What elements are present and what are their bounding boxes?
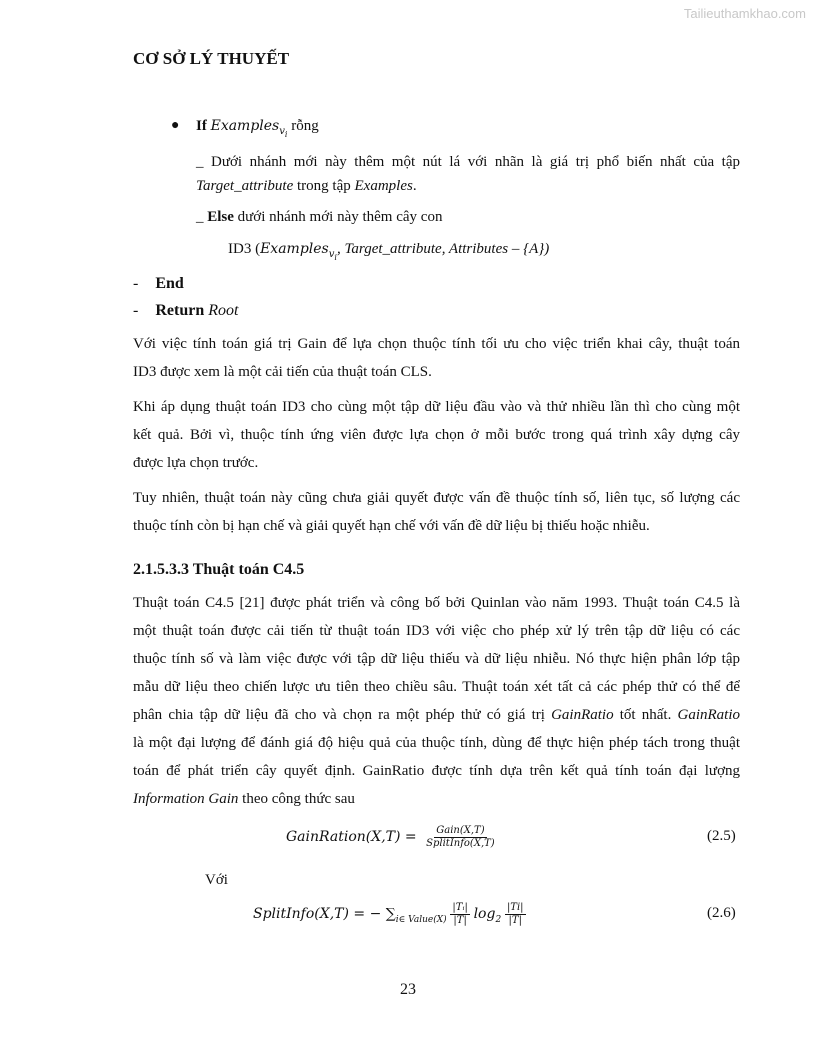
eq2-number: (2.6) bbox=[707, 905, 736, 921]
eq2-lhs: SplitInfo(X,T) = − ∑ bbox=[253, 906, 396, 922]
l5c: tốt nhất. bbox=[613, 707, 678, 723]
line2-end: . bbox=[412, 178, 417, 194]
id3-sub-v: v bbox=[328, 249, 335, 260]
else-keyword: Else bbox=[207, 209, 234, 225]
line2-mid: trong tập bbox=[293, 178, 355, 194]
eq2-sum-sub: i∈ Value(X) bbox=[395, 915, 447, 925]
gainratio-2: GainRatio bbox=[677, 707, 740, 723]
eq1-numerator: Gain(X,T) bbox=[436, 825, 485, 837]
equation-2-5 bbox=[286, 822, 497, 852]
id3-prefix: ID3 ( bbox=[228, 241, 261, 257]
para4-line5 bbox=[133, 705, 740, 725]
end-item bbox=[133, 274, 184, 294]
examples-word: Examples bbox=[354, 178, 413, 194]
id3-sub-i: i bbox=[334, 253, 337, 262]
chapter-title: CƠ SỞ LÝ THUYẾT bbox=[133, 49, 290, 68]
l5a: phân chia tập dữ liệu đã cho và chọn ra một phép thử có giá trị bbox=[133, 707, 552, 723]
eq2-fraction2 bbox=[505, 902, 526, 927]
para1-line1: Với việc tính toán giá trị Gain để lựa chọn thuộc tính tối ưu cho việc triển khai cây, thuật toán bbox=[133, 336, 740, 352]
eq1-denominator: SplitInfo(X,T) bbox=[426, 838, 495, 850]
return-root: Root bbox=[204, 302, 239, 319]
return-keyword: Return bbox=[155, 302, 205, 319]
eq1-number: (2.5) bbox=[707, 828, 736, 844]
para3-line2: thuộc tính còn bị hạn chế và giải quyết hạn chế với vấn đề dữ liệu bị thiếu hoặc nhiễu. bbox=[133, 518, 650, 534]
end-dash: - bbox=[133, 275, 139, 292]
para4-line4: mẫu dữ liệu theo chiến lược ưu tiên theo chiều sâu. Thuật toán xét tất cả các phép thử có thể để bbox=[133, 679, 740, 695]
sub-i: i bbox=[284, 130, 288, 139]
else-rest: dưới nhánh mới này thêm cây con bbox=[233, 209, 443, 225]
else-line bbox=[196, 207, 442, 227]
para4-line1: Thuật toán C4.5 [21] được phát triển và công bố bởi Quinlan vào năm 1993. Thuật toán C4.5 là bbox=[133, 595, 740, 611]
gainratio-1: GainRatio bbox=[551, 707, 614, 723]
para4-line7: toán để phát triển cây quyết định. GainRatio được tính dựa trên kết quả tính toán đại lượng bbox=[133, 763, 740, 779]
if-desc-line1: _ Dưới nhánh mới này thêm một nút lá với nhãn là giá trị phổ biến nhất của tập bbox=[196, 154, 740, 170]
target-attribute: Target_attribute bbox=[196, 178, 294, 194]
bullet-dot: ● bbox=[171, 118, 180, 133]
eq2-f1-num: |Tᵢ| bbox=[452, 902, 468, 914]
l8b: theo công thức sau bbox=[238, 791, 355, 807]
eq2-f1-den: |T| bbox=[453, 915, 467, 927]
eq1-fraction bbox=[424, 825, 497, 850]
examples-var: Examples bbox=[210, 118, 280, 134]
return-item bbox=[133, 301, 238, 321]
eq2-log: log bbox=[473, 906, 496, 922]
id3-rest: , Target_attribute, Attributes – {A}) bbox=[336, 241, 550, 257]
eq2-f2-den: |T| bbox=[508, 915, 522, 927]
id3-call-line bbox=[228, 239, 549, 268]
else-prefix: _ bbox=[196, 209, 208, 225]
watermark: Tailieuthamkhao.com bbox=[683, 6, 806, 21]
voi-label: Với bbox=[205, 872, 228, 888]
if-keyword: If bbox=[196, 118, 207, 134]
eq2-f2-num: |Ti| bbox=[506, 902, 524, 914]
para4-line8 bbox=[133, 789, 740, 809]
para2-line1: Khi áp dụng thuật toán ID3 cho cùng một tập dữ liệu đầu vào và thử nhiều lần thì cho cùng một bbox=[133, 399, 740, 415]
para2-line2: kết quả. Bởi vì, thuộc tính ứng viên được lựa chọn ở mỗi bước trong quá trình xây dựng cây bbox=[133, 427, 740, 443]
id3-examples-var: Examples bbox=[260, 241, 329, 257]
para4-line3: thuộc tính số và làm việc được với tập dữ liệu thiếu và dữ liệu nhiễu. Nó thực hiện phân lớp tập bbox=[133, 651, 740, 667]
if-line bbox=[196, 116, 319, 145]
page-number: 23 bbox=[400, 981, 416, 998]
if-desc-line2 bbox=[196, 176, 417, 196]
return-dash: - bbox=[133, 302, 139, 319]
para4-line2: một thuật toán được cải tiến từ thuật toán ID3 với việc cho phép xử lý trên tập dữ liệu có các bbox=[133, 623, 740, 639]
if-rest: rỗng bbox=[287, 118, 319, 134]
eq2-fraction1 bbox=[450, 902, 469, 927]
eq2-log-sub: 2 bbox=[495, 915, 502, 925]
equation-2-6 bbox=[253, 898, 526, 936]
end-keyword: End bbox=[155, 275, 184, 292]
para3-line1: Tuy nhiên, thuật toán này cũng chưa giải quyết được vấn đề thuộc tính số, liên tục, số lượng các bbox=[133, 490, 740, 506]
para1-line2: ID3 được xem là một cải tiến của thuật toán CLS. bbox=[133, 364, 432, 380]
para4-line6: là một đại lượng để đánh giá độ hiệu quả của thuộc tính, dùng để thực hiện phép tách trong thuật bbox=[133, 735, 740, 751]
section-heading: 2.1.5.3.3 Thuật toán C4.5 bbox=[133, 561, 305, 578]
sub-v: v bbox=[279, 126, 285, 137]
eq1-lhs: GainRation(X,T) = bbox=[286, 829, 417, 845]
information-gain: Information Gain bbox=[133, 791, 239, 807]
para2-line3: được lựa chọn trước. bbox=[133, 455, 259, 471]
